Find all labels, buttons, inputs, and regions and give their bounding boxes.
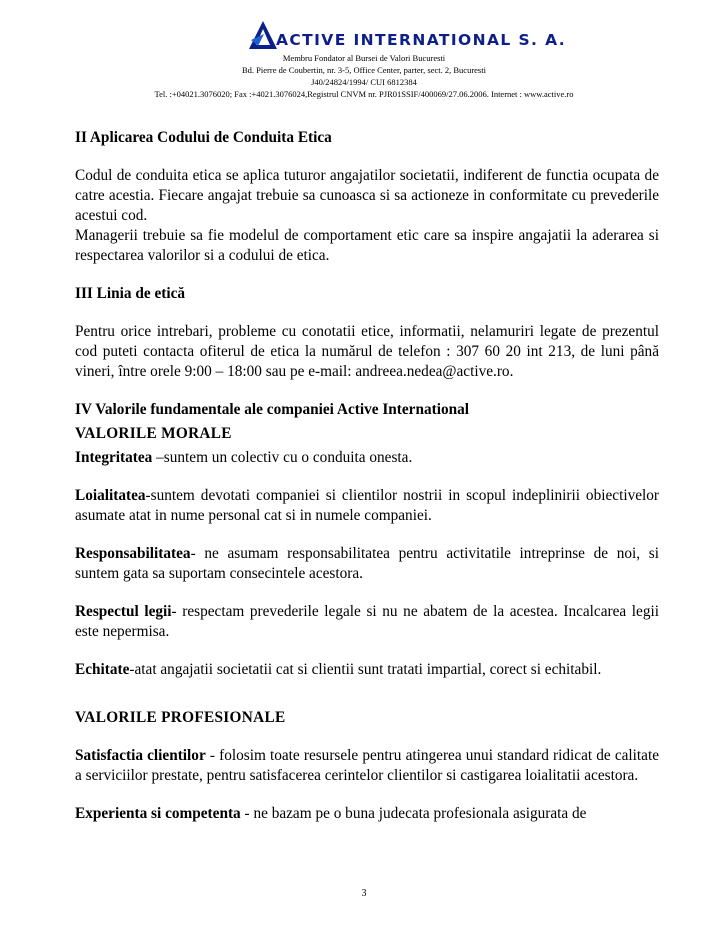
section-4-title: IV Valorile fundamentale ale companiei Active International	[75, 401, 470, 418]
moral-values-heading: VALORILE MORALE	[75, 425, 232, 442]
value-term: Echitate	[75, 661, 130, 678]
document-body	[75, 128, 659, 824]
professional-values-heading: VALORILE PROFESIONALE	[75, 709, 286, 726]
header-address: Bd. Pierre de Coubertin, nr. 3-5, Office Center, parter, sect. 2, Bucuresti	[242, 65, 486, 75]
section-3-paragraph: Pentru orice intrebari, probleme cu conotatii etice, informatii, nelamuriri legate de prezentul cod puteti contacta ofiterul de etica la numărul de telefon : 307 60 20 int 213, de luni până vineri, între orele 9:00 – 18:00 sau pe e-mail: andreea.nedea@active.ro.	[75, 323, 659, 380]
header-membership: Membru Fondator al Bursei de Valori Bucuresti	[282, 53, 446, 63]
header-registration: J40/24824/1994/ CUI 6812384	[311, 77, 417, 87]
value-text: - folosim toate resursele pentru atingerea unui standard ridicat de calitate a serviciilor prestate, pentru satisfacerea cerintelor clientilor si castigarea loialitatii acestora.	[75, 747, 659, 784]
page-number: 3	[361, 888, 367, 899]
value-term: Satisfactia clientilor	[75, 747, 206, 764]
section-3-title: III Linia de etică	[75, 285, 186, 302]
section-2-title: II Aplicarea Codului de Conduita Etica	[75, 129, 332, 146]
section-2-paragraph-1: Codul de conduita etica se aplica tuturor angajatilor societatii, indiferent de functia ocupata de catre acestia. Fiecare angajat trebuie sa cunoasca si sa actioneze in conformitate cu prevederile acestui cod.	[75, 167, 659, 224]
value-term: Experienta si competenta	[75, 805, 241, 822]
value-text: - ne bazam pe o buna judecata profesionala asigurata de	[240, 805, 587, 822]
triangle-logo-icon	[248, 20, 278, 50]
moral-value-item	[75, 486, 659, 526]
value-term: Integritatea	[75, 449, 153, 466]
value-text: -suntem devotati companiei si clientilor nostrii in scopul indeplinirii obiectivelor asumate atat in nume personal cat si in numele companiei.	[75, 487, 659, 524]
value-term: Responsabilitatea	[75, 545, 191, 562]
moral-value-item	[75, 544, 659, 584]
value-term: Loialitatea	[75, 487, 146, 504]
value-text: - respectam prevederile legale si nu ne abatem de la acestea. Incalcarea legii este nepermisa.	[75, 603, 659, 640]
section-2-paragraph-2: Managerii trebuie sa fie modelul de comportament etic care sa inspire angajatii la aderarea si respectarea valorilor si a codului de etica.	[75, 227, 659, 264]
professional-value-item	[75, 746, 659, 786]
professional-value-item	[75, 804, 659, 824]
value-text: –suntem un colectiv cu o conduita onesta.	[152, 449, 413, 466]
header-contact: Tel. :+04021.3076020; Fax :+4021.3076024,Registrul CNVM nr. PJR01SSIF/400069/27.06.2006. Internet : www.active.ro	[154, 89, 574, 99]
moral-value-item	[75, 660, 659, 680]
moral-value-item	[75, 602, 659, 642]
value-text: - ne asumam responsabilitatea pentru activitatile intreprinse de noi, si suntem gata sa suportam consecintele acestora.	[75, 545, 659, 582]
value-text: -atat angajatii societatii cat si clientii sunt tratati impartial, corect si echitabil.	[129, 661, 602, 678]
moral-value-item	[75, 448, 659, 468]
letterhead	[0, 0, 728, 110]
value-term: Respectul legii	[75, 603, 172, 620]
company-name: ACTIVE INTERNATIONAL S. A.	[276, 31, 567, 49]
